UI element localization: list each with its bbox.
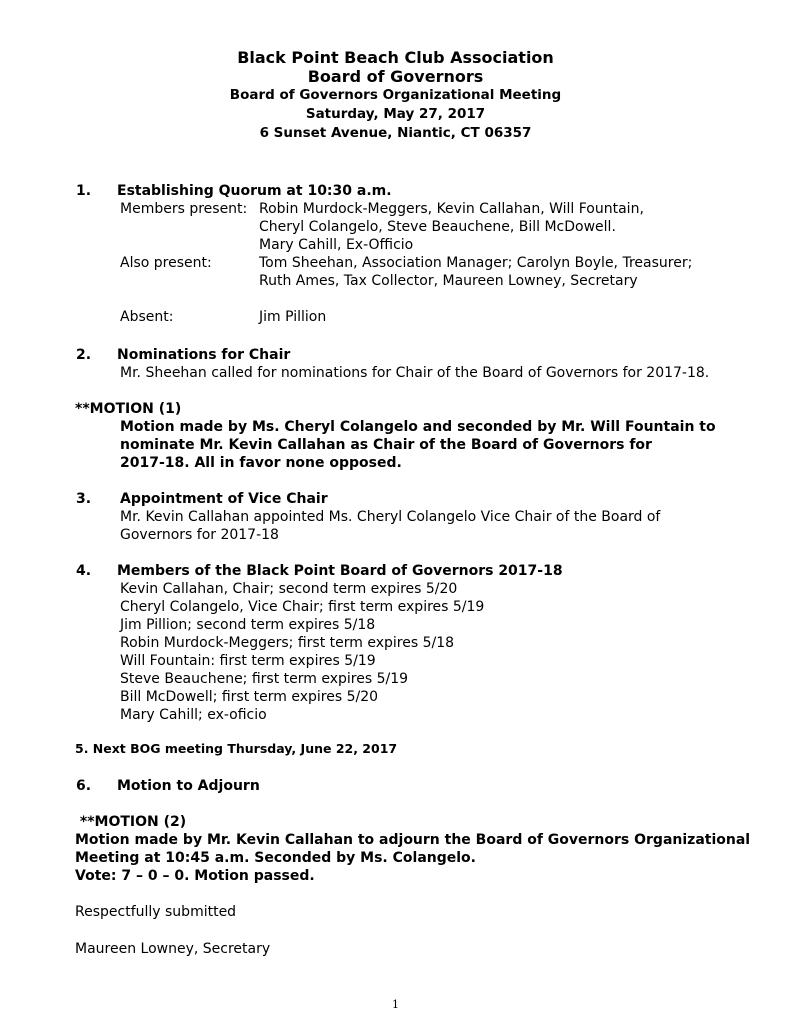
board-member-item: Robin Murdock-Meggers; first term expires 5/18: [120, 635, 455, 651]
members-present-line: Cheryl Colangelo, Steve Beauchene, Bill McDowell.: [259, 219, 616, 235]
absent-value: Jim Pillion: [259, 309, 327, 325]
meeting-address: 6 Sunset Avenue, Niantic, CT 06357: [259, 125, 532, 141]
motion-1-line: 2017-18. All in favor none opposed.: [120, 455, 402, 471]
motion-1-line: nominate Mr. Kevin Callahan as Chair of the Board of Governors for: [120, 437, 652, 453]
section-6-title: Motion to Adjourn: [117, 778, 260, 794]
members-present-line: Mary Cahill, Ex-Officio: [259, 237, 414, 253]
org-name: Black Point Beach Club Association: [237, 48, 554, 67]
also-present-line: Ruth Ames, Tax Collector, Maureen Lowney, Secretary: [259, 273, 638, 289]
motion-1-line: Motion made by Ms. Cheryl Colangelo and seconded by Mr. Will Fountain to: [120, 419, 716, 435]
board-member-item: Bill McDowell; first term expires 5/20: [120, 689, 379, 705]
also-present-line: Tom Sheehan, Association Manager; Carolyn Boyle, Treasurer;: [259, 255, 693, 271]
section-2-number: 2.: [76, 347, 92, 363]
page-number: 1: [392, 998, 399, 1011]
section-2-text: Mr. Sheehan called for nominations for Chair of the Board of Governors for 2017-18.: [120, 365, 710, 381]
motion-2-line: Meeting at 10:45 a.m. Seconded by Ms. Colangelo.: [75, 850, 476, 866]
section-3-line: Mr. Kevin Callahan appointed Ms. Cheryl Colangelo Vice Chair of the Board of: [120, 509, 661, 525]
board-member-item: Jim Pillion; second term expires 5/18: [120, 617, 376, 633]
absent-label: Absent:: [120, 309, 174, 325]
motion-2-label: **MOTION (2): [75, 814, 187, 830]
board-member-item: Steve Beauchene; first term expires 5/19: [120, 671, 409, 687]
meeting-title: Board of Governors Organizational Meeting: [229, 87, 562, 103]
document-header: [0, 48, 791, 143]
section-4-title: Members of the Black Point Board of Governors 2017-18: [117, 563, 563, 579]
section-1-number: 1.: [76, 183, 92, 199]
section-6-number: 6.: [76, 778, 92, 794]
section-2-title: Nominations for Chair: [117, 347, 291, 363]
section-5-next-meeting: 5. Next BOG meeting Thursday, June 22, 2017: [75, 741, 398, 756]
meeting-date: Saturday, May 27, 2017: [305, 106, 486, 122]
section-3-number: 3.: [76, 491, 92, 507]
motion-1-label: **MOTION (1): [75, 401, 182, 417]
board-member-item: Will Fountain: first term expires 5/19: [120, 653, 376, 669]
also-present-label: Also present:: [120, 255, 212, 271]
board-member-item: Mary Cahill; ex-oficio: [120, 707, 267, 723]
section-4-number: 4.: [76, 563, 92, 579]
respectfully-submitted: Respectfully submitted: [75, 904, 237, 920]
section-3-title: Appointment of Vice Chair: [120, 491, 328, 507]
section-1-title: Establishing Quorum at 10:30 a.m.: [117, 183, 392, 199]
members-present-line: Robin Murdock-Meggers, Kevin Callahan, Will Fountain,: [259, 201, 644, 217]
board-name: Board of Governors: [307, 67, 484, 86]
members-present-label: Members present:: [120, 201, 248, 217]
board-member-item: Kevin Callahan, Chair; second term expires 5/20: [120, 581, 458, 597]
motion-2-line: Vote: 7 – 0 – 0. Motion passed.: [75, 868, 315, 884]
section-3-line: Governors for 2017-18: [120, 527, 279, 543]
motion-2-line: Motion made by Mr. Kevin Callahan to adjourn the Board of Governors Organizational: [75, 832, 751, 848]
board-member-item: Cheryl Colangelo, Vice Chair; first term expires 5/19: [120, 599, 485, 615]
signature-line: Maureen Lowney, Secretary: [75, 941, 271, 957]
